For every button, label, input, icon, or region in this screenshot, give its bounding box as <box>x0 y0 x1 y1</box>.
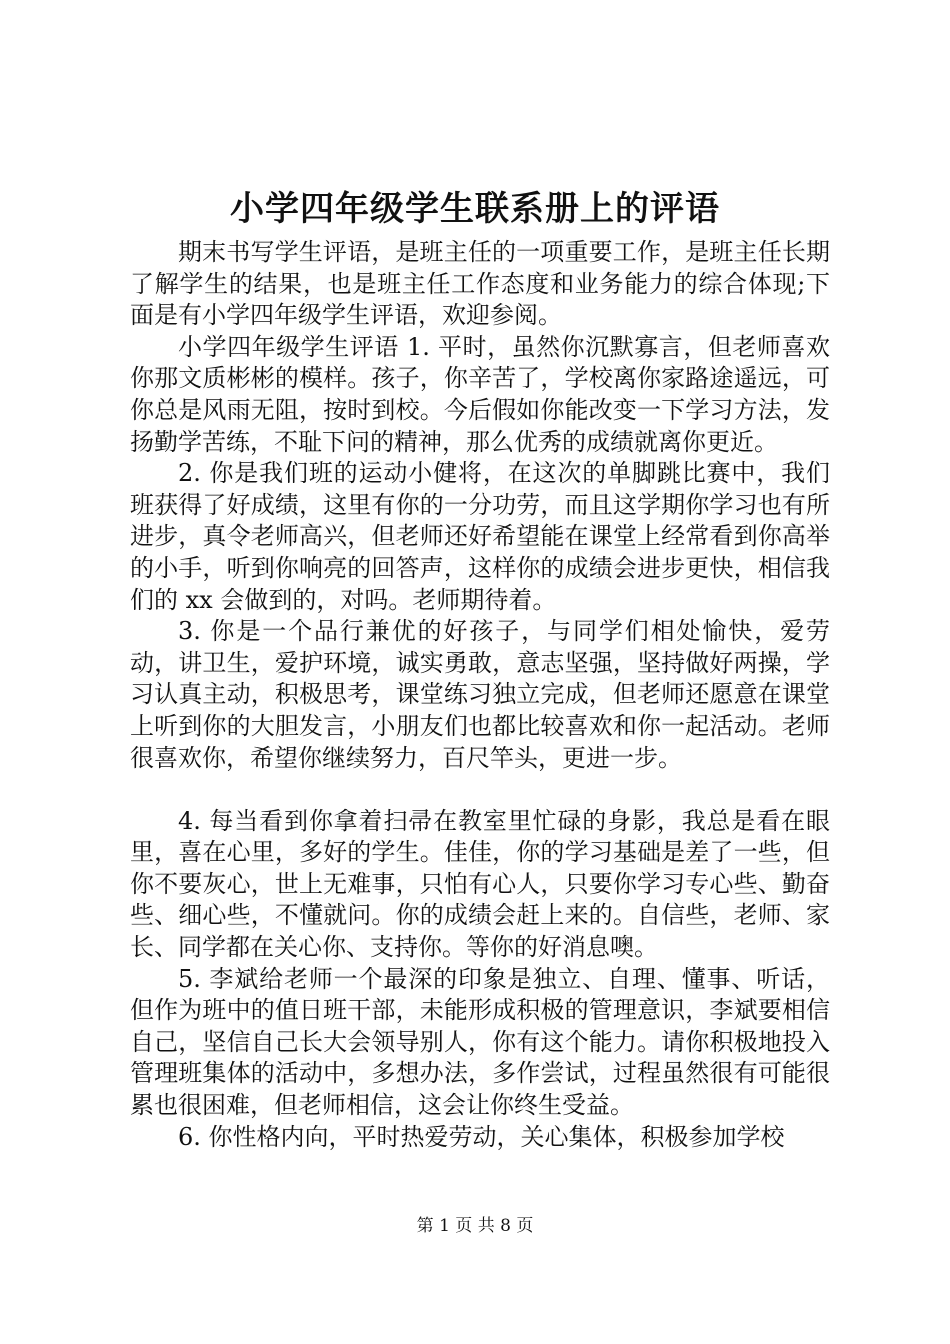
comment-paragraph-3: 3. 你是一个品行兼优的好孩子，与同学们相处愉快，爱劳动，讲卫生，爱护环境，诚实勇敢，意志坚强，坚持做好两操，学习认真主动，积极思考，课堂练习独立完成，但老师还愿意在课堂上听到你的大胆发言，小朋友们也都比较喜欢和你一起活动。老师很喜欢你，希望你继续努力，百尺竿头，更进一步。 <box>130 617 830 772</box>
document-title: 小学四年级学生联系册上的评语 <box>230 189 720 229</box>
document-body <box>130 237 830 1153</box>
comment-paragraph-1: 小学四年级学生评语 1. 平时，虽然你沉默寡言，但老师喜欢你那文质彬彬的模样。孩子，你辛苦了，学校离你家路途遥远，可你总是风雨无阻，按时到校。今后假如你能改变一下学习方法，发扬勤学苦练，不耻下问的精神，那么优秀的成绩就离你更近。 <box>130 332 830 456</box>
comment-paragraph-6: 6. 你性格内向，平时热爱劳动，关心集体，积极参加学校 <box>178 1122 785 1151</box>
intro-paragraph: 期末书写学生评语，是班主任的一项重要工作，是班主任长期了解学生的结果，也是班主任工作态度和业务能力的综合体现;下面是有小学四年级学生评语，欢迎参阅。 <box>130 238 830 330</box>
page-number-footer: 第 1 页 共 8 页 <box>416 1216 534 1236</box>
comment-paragraph-5: 5. 李斌给老师一个最深的印象是独立、自理、懂事、听话，但作为班中的值日班干部，未能形成积极的管理意识，李斌要相信自己，坚信自己长大会领导别人，你有这个能力。请你积极地投入管理班集体的活动中，多想办法，多作尝试，过程虽然很有可能很累也很困难，但老师相信，这会让你终生受益。 <box>130 964 830 1120</box>
comment-paragraph-4: 4. 每当看到你拿着扫帚在教室里忙碌的身影，我总是看在眼里，喜在心里，多好的学生。佳佳，你的学习基础是差了一些，但你不要灰心，世上无难事，只怕有心人，只要你学习专心些、勤奋些、细心些，不懂就问。你的成绩会赶上来的。自信些，老师、家长、同学都在关心你、支持你。等你的好消息噢。 <box>130 806 830 962</box>
comment-paragraph-2: 2. 你是我们班的运动小健将，在这次的单脚跳比赛中，我们班获得了好成绩，这里有你的一分功劳，而且这学期你学习也有所进步，真令老师高兴，但老师还好希望能在课堂上经常看到你高举的小手，听到你响亮的回答声，这样你的成绩会进步更快，相信我们的 xx 会做到的，对吗。老师期待着。 <box>130 459 830 614</box>
